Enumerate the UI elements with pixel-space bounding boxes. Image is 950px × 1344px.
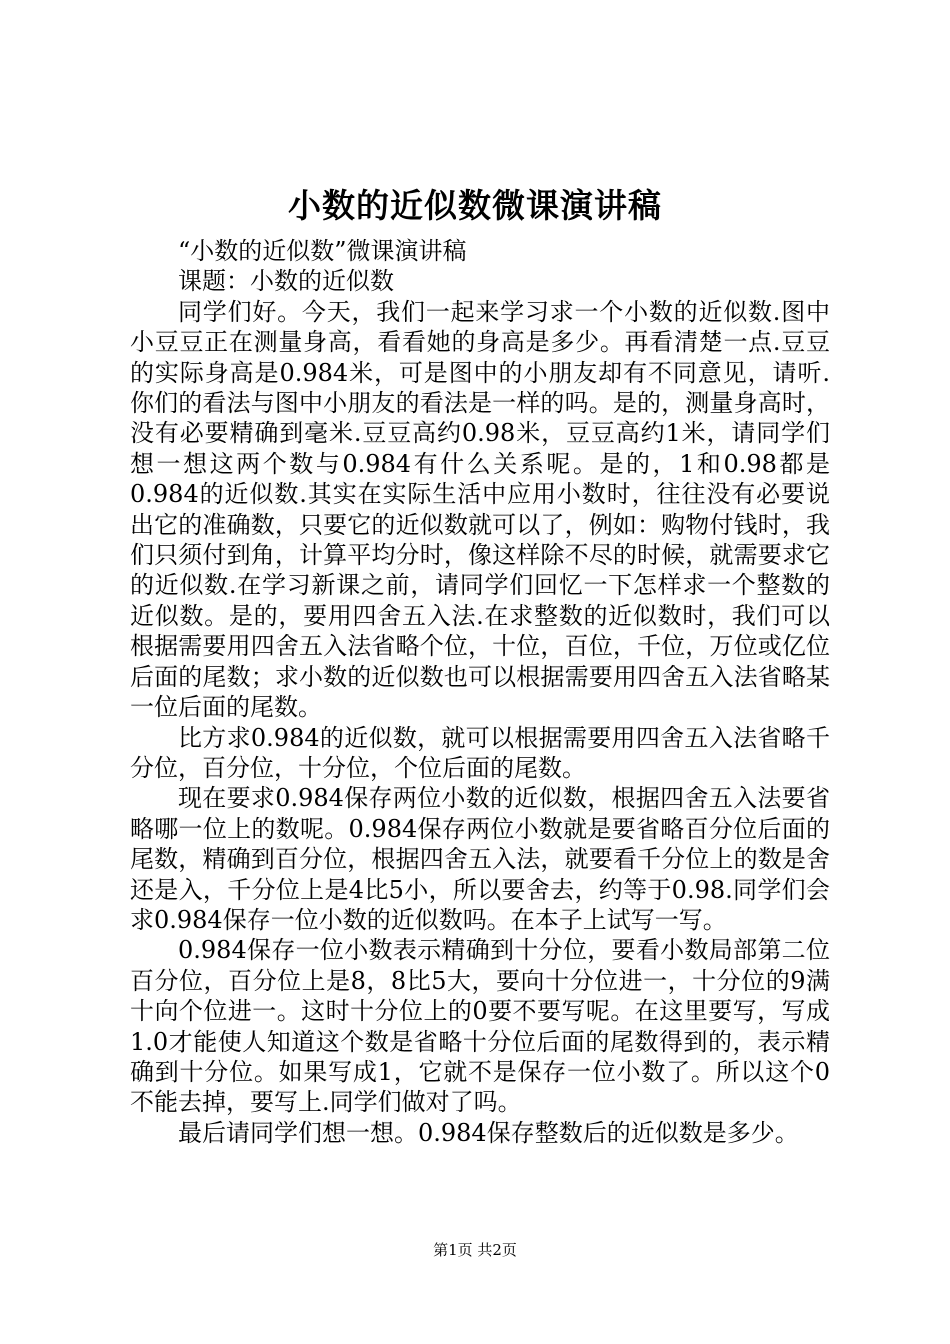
paragraph-example: 比方求0.984的近似数，就可以根据需要用四舍五入法省略千分位，百分位，十分位，个位后面的尾数。 [130, 723, 830, 782]
page-footer: 第1页 共2页 [433, 1241, 517, 1259]
paragraph-two-decimals: 现在要求0.984保存两位小数的近似数，根据四舍五入法要省略哪一位上的数呢。0.984保存两位小数就是要省略百分位后面的尾数，精确到百分位，根据四舍五入法，就要看千分位上的数是舍还是入，千分位上是4比5小，所以要舍去，约等于0.98.同学们会求0.984保存一位小数的近似数吗。在本子上试写一写。 [130, 784, 830, 934]
paragraph-topic: 课题：小数的近似数 [178, 267, 394, 296]
document-title: 小数的近似数微课演讲稿 [288, 186, 662, 225]
paragraph-closing: 最后请同学们想一想。0.984保存整数后的近似数是多少。 [178, 1118, 799, 1147]
paragraph-intro: 同学们好。今天，我们一起来学习求一个小数的近似数.图中小豆豆正在测量身高，看看她的身高是多少。再看清楚一点.豆豆的实际身高是0.984米，可是图中的小朋友却有不同意见，请听.你们的看法与图中小朋友的看法是一样的吗。是的，测量身高时，没有必要精确到毫米.豆豆高约0.98米，豆豆高约1米，请同学们想一想这两个数与0.984有什么关系呢。是的，1和0.98都是0.984的近似数.其实在实际生活中应用小数时，往往没有必要说出它的准确数，只要它的近似数就可以了，例如：购物付钱时，我们只须付到角，计算平均分时，像这样除不尽的时候，就需要求它的近似数.在学习新课之前，请同学们回忆一下怎样求一个整数的近似数。是的，要用四舍五入法.在求整数的近似数时，我们可以根据需要用四舍五入法省略个位，十位，百位，千位，万位或亿位后面的尾数；求小数的近似数也可以根据需要用四舍五入法省略某一位后面的尾数。 [130, 297, 830, 722]
paragraph-one-decimal: 0.984保存一位小数表示精确到十分位，要看小数局部第二位百分位，百分位上是8，8比5大，要向十分位进一，十分位的9满十向个位进一。这时十分位上的0要不要写呢。在这里要写，写成1.0才能使人知道这个数是省略十分位后面的尾数得到的，表示精确到十分位。如果写成1，它就不是保存一位小数了。所以这个0不能去掉，要写上.同学们做对了吗。 [130, 936, 830, 1117]
document-body [130, 236, 830, 1148]
paragraph-heading: “小数的近似数”微课演讲稿 [178, 237, 467, 265]
